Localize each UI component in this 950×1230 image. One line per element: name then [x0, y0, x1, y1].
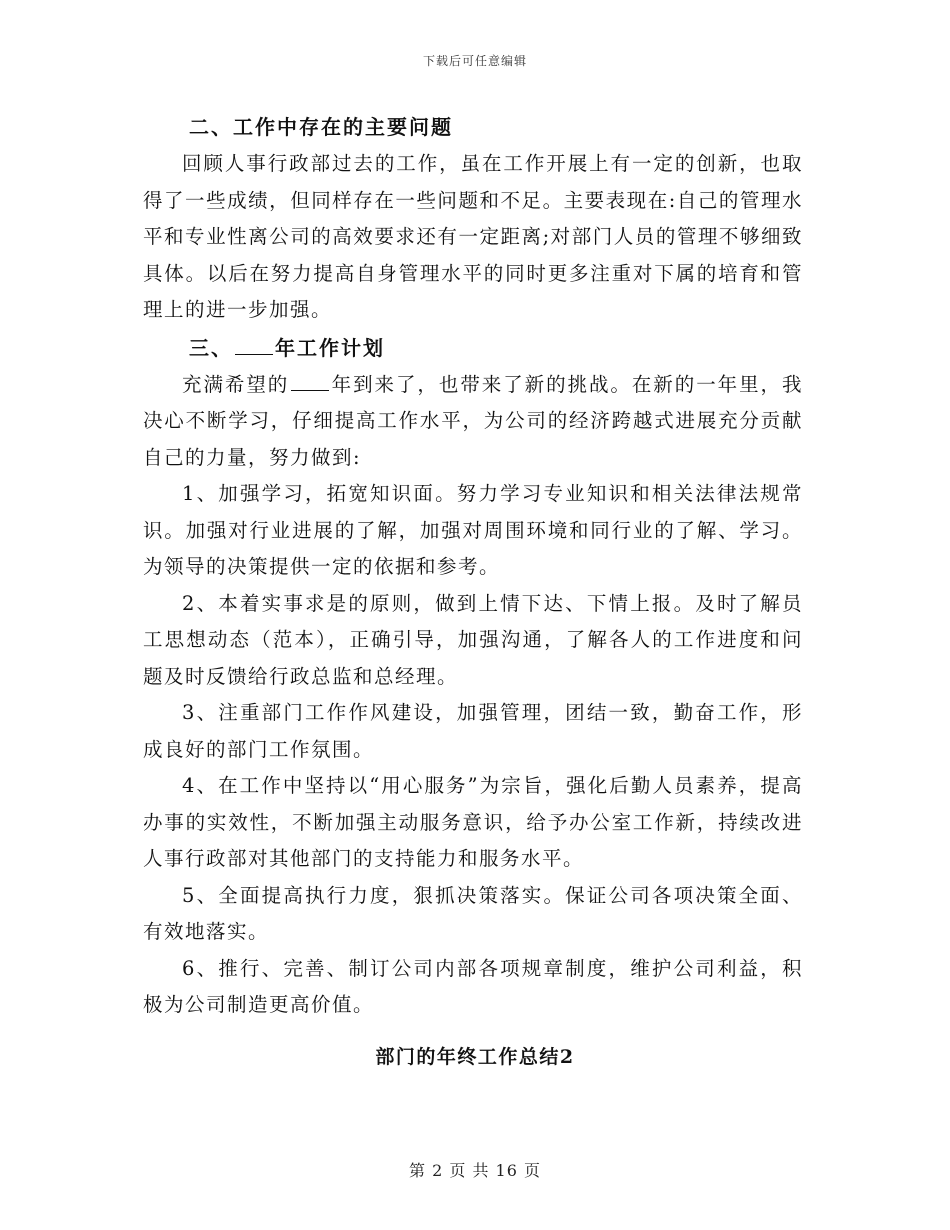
section-2-heading: 二、工作中存在的主要问题 — [189, 115, 453, 139]
section-2-paragraph: 回顾人事行政部过去的工作，虽在工作开展上有一定的创新，也取得了一些成绩，但同样存在一些问题和不足。主要表现在:自己的管理水平和专业性离公司的高效要求还有一定距离;对部门人员的管理不够细致具体。以后在努力提高自身管理水平的同时更多注重对下属的培育和管理上的进一步加强。 — [143, 152, 803, 321]
next-section-title: 部门的年终工作总结2 — [375, 1046, 575, 1068]
header-note: 下载后可任意编辑 — [422, 54, 527, 68]
section-3-intro-prefix: 充满希望的 — [182, 372, 290, 396]
plan-item-4: 4、在工作中坚持以“用心服务”为宗旨，强化后勤人员素养，提高办事的实效性，不断加强主动服务意识，给予办公室工作新，持续改进人事行政部对其他部门的支持能力和服务水平。 — [143, 774, 803, 870]
plan-item-6: 6、推行、完善、制订公司内部各项规章制度，维护公司利益，积极为公司制造更高价值。 — [143, 956, 803, 1016]
document-body — [143, 108, 803, 1024]
section-3-heading — [143, 329, 803, 367]
plan-item-2: 2、本着实事求是的原则，做到上情下达、下情上报。及时了解员工思想动态（范本），正确引导，加强沟通，了解各人的工作进度和问题及时反馈给行政总监和总经理。 — [143, 591, 803, 688]
section-3-heading-prefix: 三、 — [189, 335, 233, 360]
plan-item-5: 5、全面提高执行力度，狠抓决策落实。保证公司各项决策全面、有效地落实。 — [143, 883, 803, 943]
blank-year-field — [235, 336, 273, 355]
plan-item-3: 3、注重部门工作作风建设，加强管理，团结一致，勤奋工作，形成良好的部门工作氛围。 — [143, 701, 803, 761]
section-3-heading-suffix: 年工作计划 — [275, 335, 385, 360]
section-3-intro-suffix: 年到来了，也带来了新的挑战。在新的一年里，我决心不断学习，仔细提高工作水平，为公司的经济跨越式进展充分贡献自己的力量，努力做到: — [143, 372, 803, 469]
page-footer: 第 2 页 共 16 页 — [409, 1161, 541, 1180]
plan-item-1: 1、加强学习，拓宽知识面。努力学习专业知识和相关法律法规常识。加强对行业进展的了解，加强对周围环境和同行业的了解、学习。为领导的决策提供一定的依据和参考。 — [143, 482, 803, 578]
blank-year-field — [291, 372, 329, 391]
section-3-intro — [143, 367, 803, 477]
